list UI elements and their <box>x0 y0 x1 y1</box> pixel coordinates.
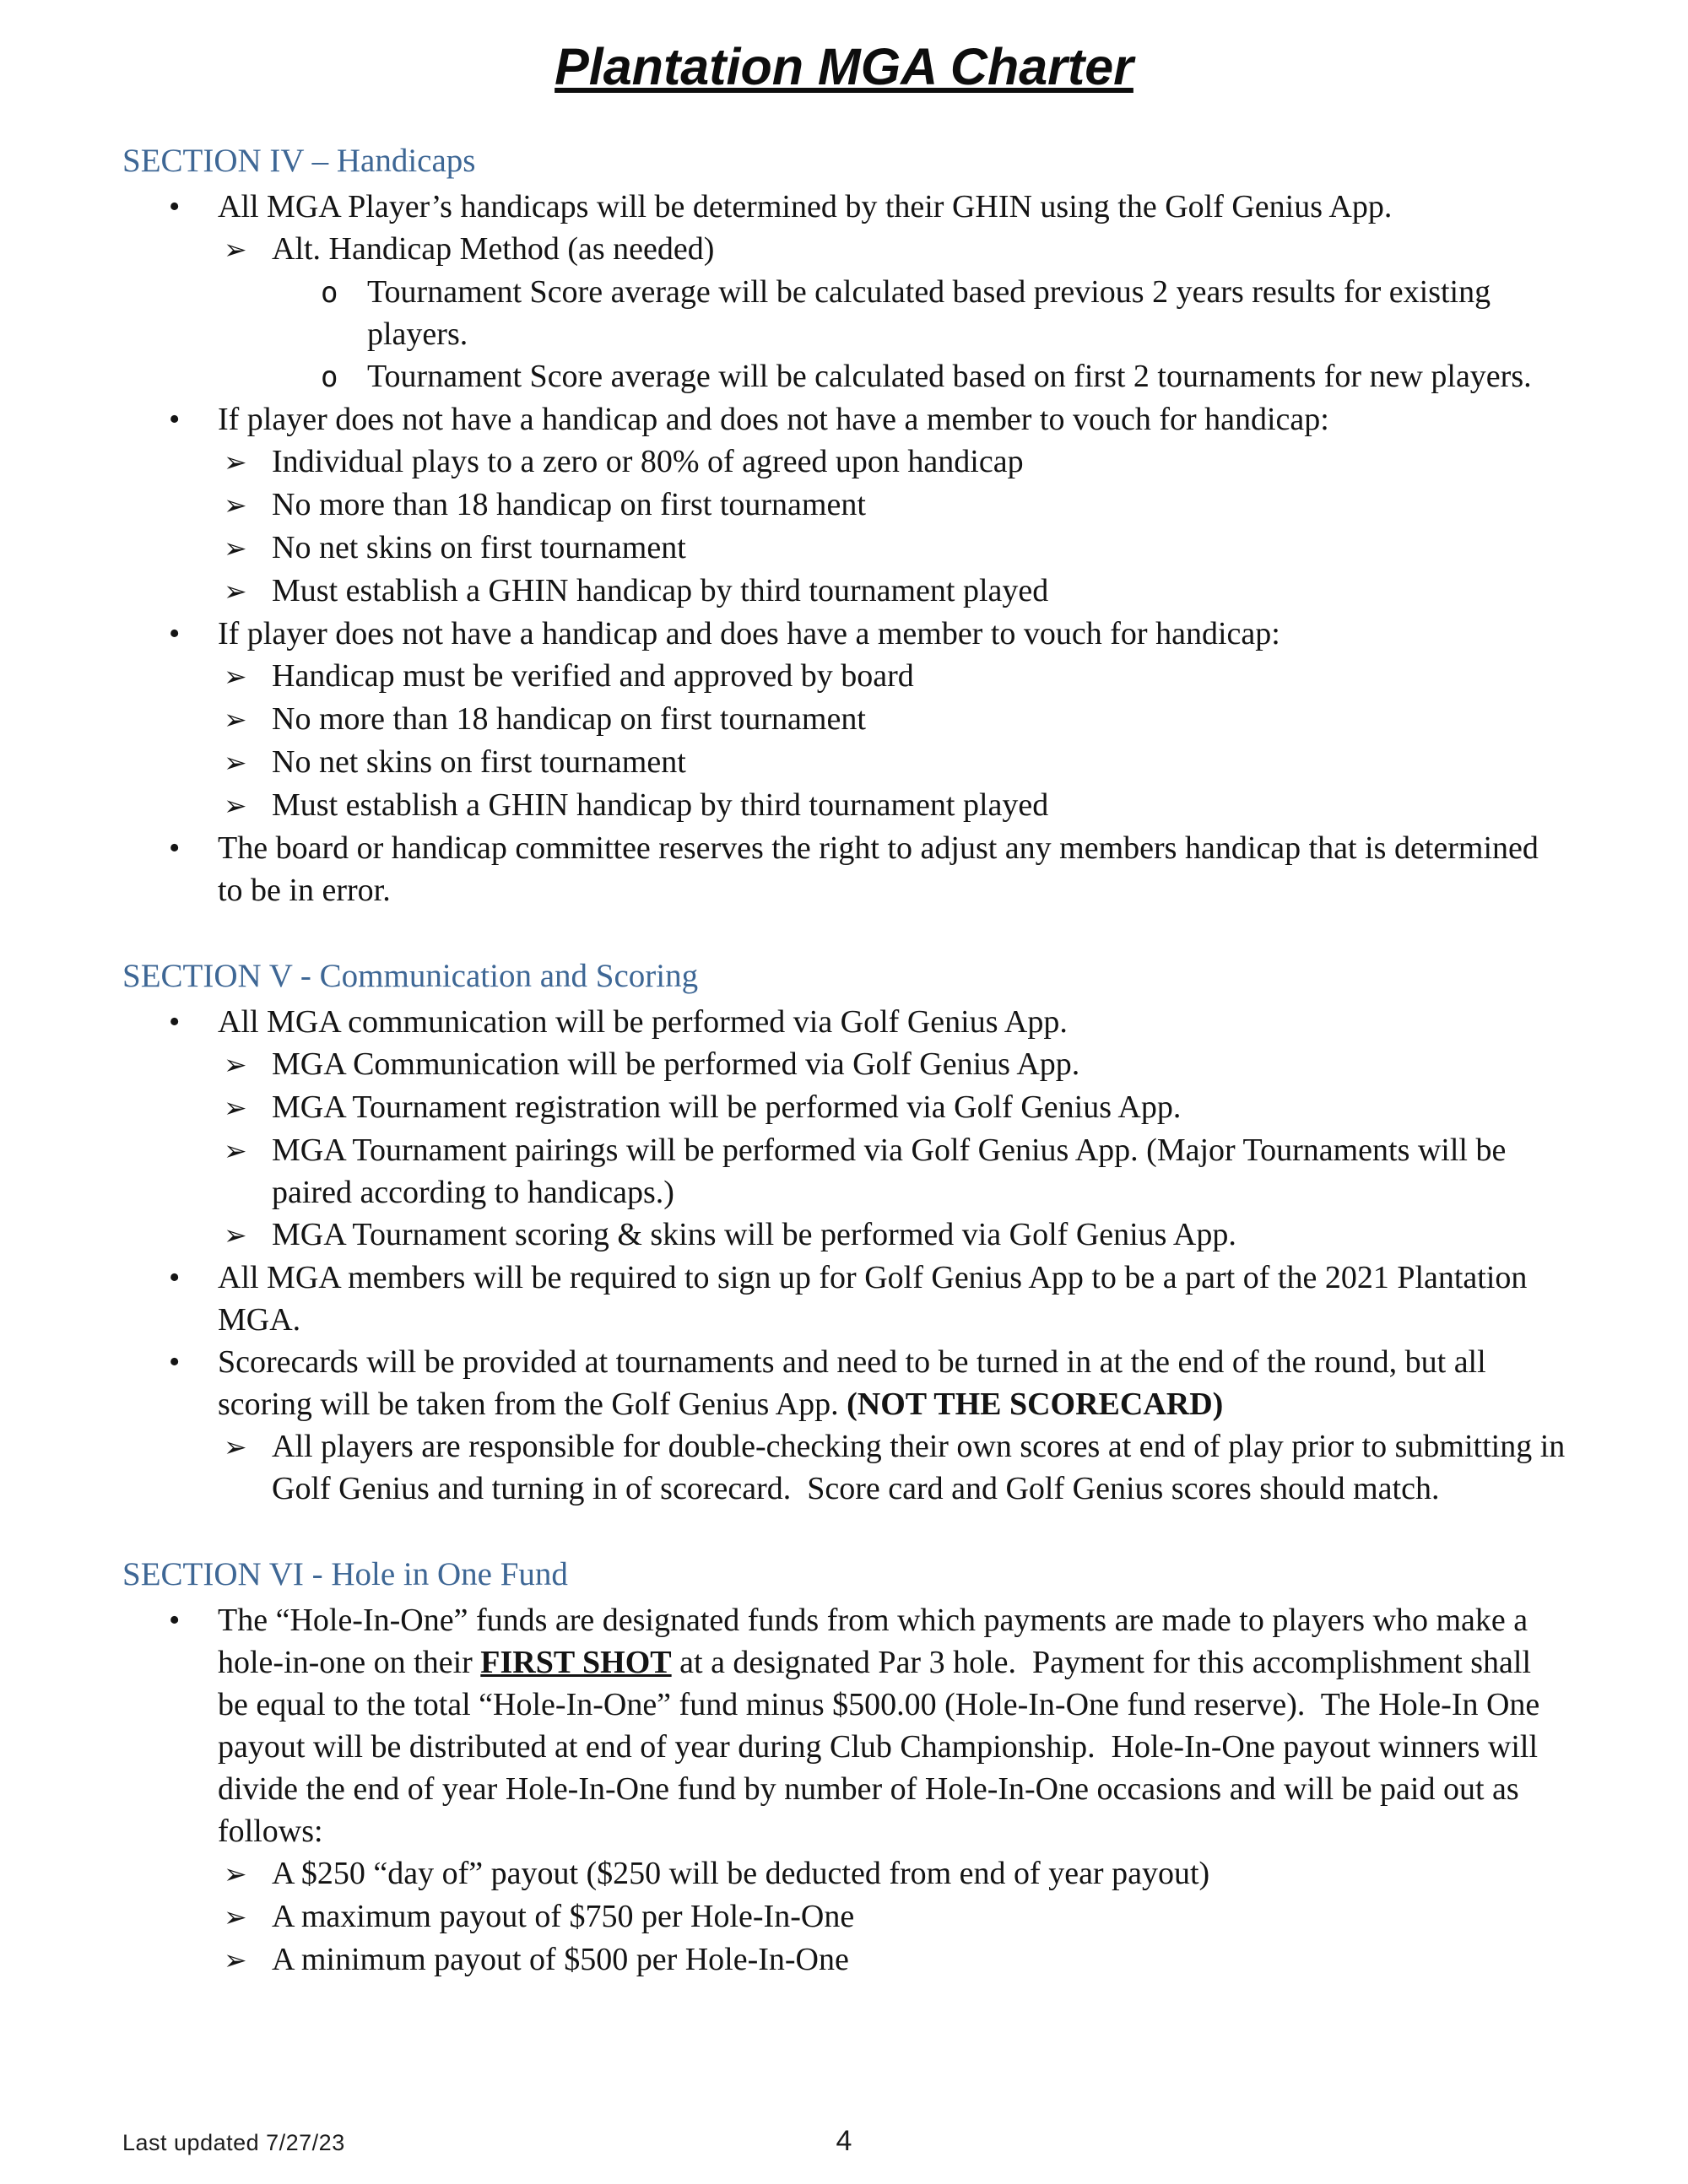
text-segment: MGA Communication will be performed via Golf Genius App. <box>272 1046 1080 1083</box>
arrow-bullet-icon: ➢ <box>224 489 247 522</box>
list-item-text <box>272 1425 1573 1510</box>
arrow-bullet-icon: ➢ <box>224 532 247 565</box>
list-item <box>122 1086 1566 1129</box>
list-item-text <box>218 1341 1566 1425</box>
arrow-bullet-icon: ➢ <box>224 660 247 694</box>
list-item <box>122 484 1566 527</box>
arrow-bullet-icon: ➢ <box>224 1091 247 1125</box>
text-segment: MGA Tournament pairings will be performed via Golf Genius App. (Major Tournaments will be paired according to handicaps.) <box>272 1133 1514 1211</box>
text-segment: All MGA Player’s handicaps will be determined by their GHIN using the Golf Genius App. <box>218 189 1393 225</box>
list-item-text <box>272 1086 1181 1128</box>
list-item-text <box>218 186 1392 228</box>
arrow-bullet-icon: ➢ <box>224 789 247 823</box>
bullet-icon: • <box>169 1344 181 1381</box>
arrow-bullet-icon: ➢ <box>224 1219 247 1252</box>
arrow-bullet-icon: ➢ <box>224 1857 247 1891</box>
list-item-text <box>218 1599 1566 1852</box>
circle-bullet-icon: o <box>321 360 338 395</box>
document-section <box>122 955 1573 1510</box>
text-segment: Must establish a GHIN handicap by third tournament played <box>272 573 1049 609</box>
text-segment: A maximum payout of $750 per Hole-In-One <box>272 1899 855 1935</box>
list-item-text <box>272 1043 1079 1085</box>
list-item <box>122 570 1566 613</box>
list-item-text <box>272 698 866 740</box>
text-segment: (NOT THE SCORECARD) <box>847 1387 1224 1423</box>
list-item-text <box>272 655 914 697</box>
list-item-text <box>272 1895 854 1938</box>
bullet-icon: • <box>169 189 181 225</box>
list-item <box>122 527 1566 570</box>
text-segment: Individual plays to a zero or 80% of agreed upon handicap <box>272 444 1024 480</box>
bullet-icon: • <box>169 830 181 867</box>
list-item <box>122 1214 1566 1257</box>
text-segment: No net skins on first tournament <box>272 530 686 566</box>
list-item-text <box>272 1214 1236 1256</box>
last-updated-text: Last updated 7/27/23 <box>122 2130 345 2155</box>
section-heading: SECTION IV – Handicaps <box>122 143 476 180</box>
list-item-text <box>272 741 686 783</box>
list-item-text <box>218 827 1566 911</box>
list-item <box>122 1001 1566 1043</box>
list-item-text <box>272 484 866 526</box>
text-segment: MGA Tournament scoring & skins will be performed via Golf Genius App. <box>272 1217 1236 1253</box>
text-segment: All MGA communication will be performed via Golf Genius App. <box>218 1004 1068 1041</box>
list-item-text <box>272 570 1048 612</box>
text-segment: Tournament Score average will be calculated based previous 2 years results for existing players. <box>367 274 1499 353</box>
text-segment: A minimum payout of $500 per Hole-In-One <box>272 1942 849 1978</box>
arrow-bullet-icon: ➢ <box>224 1048 247 1082</box>
text-segment: MGA Tournament registration will be performed via Golf Genius App. <box>272 1089 1182 1126</box>
arrow-bullet-icon: ➢ <box>224 703 247 737</box>
list-item-text <box>367 271 1566 355</box>
list-item-text <box>367 355 1532 397</box>
text-segment: Alt. Handicap Method (as needed) <box>272 231 715 268</box>
text-segment: No more than 18 handicap on first tournament <box>272 487 866 523</box>
arrow-bullet-icon: ➢ <box>224 233 247 267</box>
list-item-text <box>218 613 1280 655</box>
text-segment: The “Hole-In-One” funds are designated funds from which payments are made to players who make a hole-in-one on their <box>218 1603 1536 1681</box>
arrow-bullet-icon: ➢ <box>224 1430 247 1464</box>
list-item <box>122 1938 1566 1981</box>
list-item <box>122 271 1566 355</box>
list-item <box>122 827 1566 911</box>
list-item-text <box>272 1129 1566 1214</box>
section-heading: SECTION V - Communication and Scoring <box>122 958 699 995</box>
list-item <box>122 1341 1566 1425</box>
bullet-icon: • <box>169 616 181 652</box>
list-item-text <box>272 1938 849 1981</box>
arrow-bullet-icon: ➢ <box>224 575 247 608</box>
arrow-bullet-icon: ➢ <box>224 1134 247 1168</box>
circle-bullet-icon: o <box>321 276 338 311</box>
arrow-bullet-icon: ➢ <box>224 1943 247 1977</box>
bullet-icon: • <box>169 1004 181 1041</box>
text-segment: All players are responsible for double-checking their own scores at end of play prior to submitting in Golf Genius and turning in of scorecard. Score card and Golf Genius scores should match. <box>272 1429 1573 1507</box>
text-segment: No more than 18 handicap on first tournament <box>272 701 866 738</box>
footer <box>122 2120 1566 2160</box>
text-segment: Must establish a GHIN handicap by third tournament played <box>272 787 1049 824</box>
arrow-bullet-icon: ➢ <box>224 446 247 479</box>
document-title: Plantation MGA Charter <box>555 38 1133 95</box>
list-item-text <box>272 441 1024 483</box>
list-item <box>122 228 1566 271</box>
section-heading: SECTION VI - Hole in One Fund <box>122 1556 568 1593</box>
list-item <box>122 1895 1566 1938</box>
list-item <box>122 1257 1566 1341</box>
list-item <box>122 698 1566 741</box>
list-item-text <box>218 1001 1068 1043</box>
bullet-icon: • <box>169 1260 181 1296</box>
document-body <box>122 140 1573 1981</box>
list-item <box>122 1599 1566 1852</box>
document-section <box>122 1554 1566 1981</box>
text-segment: If player does not have a handicap and does have a member to vouch for handicap: <box>218 616 1280 652</box>
text-segment: Handicap must be verified and approved by board <box>272 658 914 695</box>
list-item-text <box>218 398 1329 441</box>
text-segment: A $250 “day of” payout ($250 will be deducted from end of year payout) <box>272 1856 1210 1892</box>
list-item <box>122 655 1566 698</box>
list-item <box>122 1852 1566 1895</box>
list-item <box>122 355 1566 398</box>
text-segment: at a designated Par 3 hole. Payment for this accomplishment shall be equal to the total “Hole-In-One” fund minus $500.00 (Hole-In-One fund reserve). The Hole-In One payout will be distributed at end of year during Club Championship. Hole-In-One payout winners will divide the end of year Hole-In-One fund by number of Hole-In-One occasions and will be paid out as follows: <box>218 1645 1548 1850</box>
list-item-text <box>218 1257 1566 1341</box>
list-item-text <box>272 527 686 569</box>
list-item <box>122 398 1566 441</box>
list-item <box>122 741 1566 784</box>
list-item <box>122 441 1566 484</box>
arrow-bullet-icon: ➢ <box>224 746 247 780</box>
text-segment: FIRST SHOT <box>480 1645 672 1681</box>
arrow-bullet-icon: ➢ <box>224 1900 247 1934</box>
text-segment: Tournament Score average will be calculated based on first 2 tournaments for new players. <box>367 359 1532 395</box>
list-item <box>122 1043 1566 1086</box>
text-segment: If player does not have a handicap and does not have a member to vouch for handicap: <box>218 402 1329 438</box>
list-item <box>122 186 1566 228</box>
text-segment: No net skins on first tournament <box>272 744 686 781</box>
page-number: 4 <box>836 2125 852 2157</box>
list-item <box>122 784 1566 827</box>
document-section <box>122 140 1566 911</box>
list-item-text <box>272 1852 1209 1895</box>
text-segment: The board or handicap committee reserves the right to adjust any members handicap that is determined to be in error. <box>218 830 1547 909</box>
list-item-text <box>272 228 714 270</box>
list-item <box>122 1129 1566 1214</box>
text-segment: All MGA members will be required to sign up for Golf Genius App to be a part of the 2021 Plantation MGA. <box>218 1260 1535 1338</box>
list-item <box>122 613 1566 655</box>
text-segment: Scorecards will be provided at tournaments and need to be turned in at the end of the round, but all scoring will be taken from the Golf Genius App. <box>218 1344 1495 1423</box>
list-item-text <box>272 784 1048 826</box>
list-item <box>122 1425 1573 1510</box>
bullet-icon: • <box>169 402 181 438</box>
bullet-icon: • <box>169 1603 181 1639</box>
